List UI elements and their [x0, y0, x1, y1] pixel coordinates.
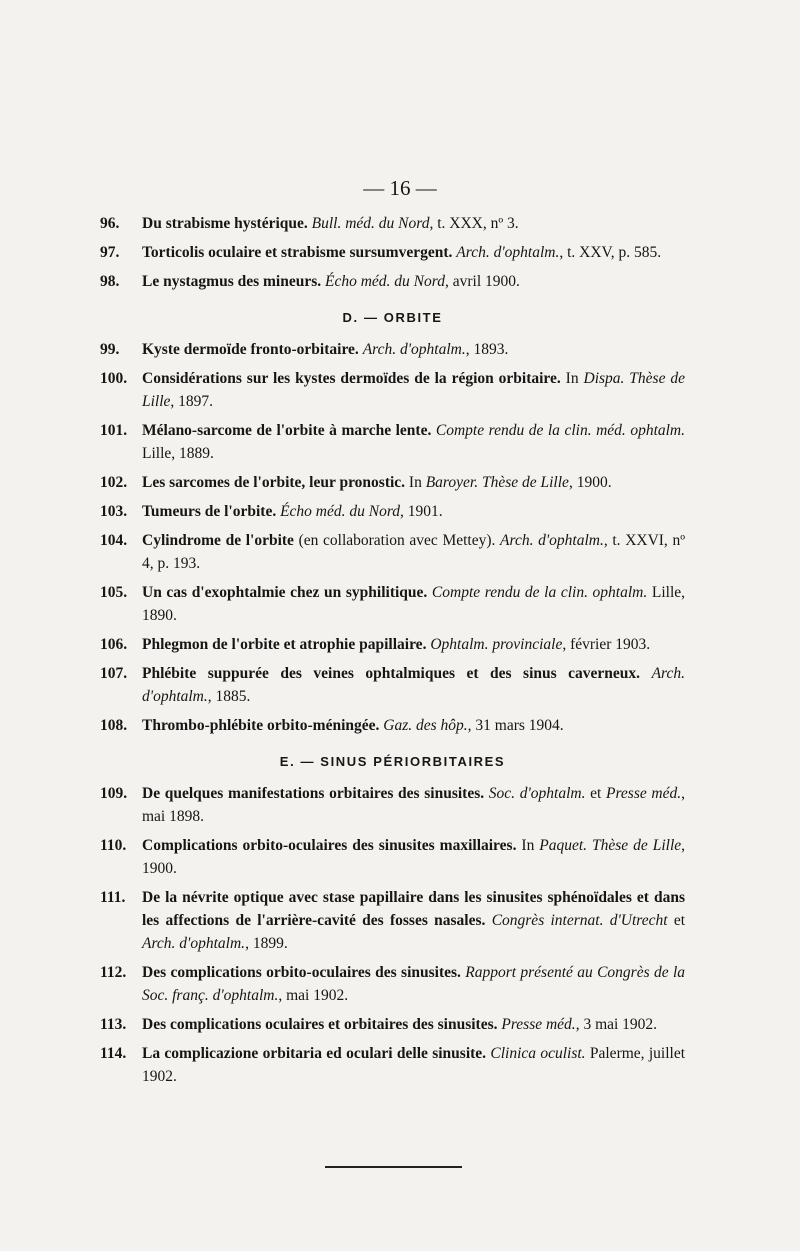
entry-text — [142, 212, 685, 235]
entry-title: Du strabisme hystérique. — [142, 215, 308, 232]
entry-detail: , t. XXV, p. 585. — [559, 244, 662, 261]
bibliography-entry — [100, 633, 685, 656]
entry-detail: In — [560, 370, 584, 387]
entry-number: 107. — [100, 665, 128, 682]
entry-text — [142, 834, 685, 880]
entry-number: 100. — [100, 370, 128, 387]
bibliography-entry — [100, 714, 685, 737]
bibliography-entry — [100, 1042, 685, 1088]
entry-source: Compte rendu de la clin. ophtalm. — [431, 584, 648, 601]
entry-title: Considérations sur les kystes dermoïdes de la région orbitaire. — [142, 370, 561, 387]
entry-source: Bull. méd. du Nord — [311, 215, 430, 232]
bibliography-entry — [100, 1013, 685, 1036]
entry-source: Presse méd. — [501, 1016, 576, 1033]
entry-detail: , 1885. — [207, 688, 251, 705]
entry-text — [142, 581, 685, 627]
entry-number: 113. — [100, 1016, 127, 1033]
bibliography-entry — [100, 782, 685, 828]
entry-detail: , mai 1902. — [278, 987, 349, 1004]
entry-number: 99. — [100, 341, 120, 358]
entry-text — [142, 886, 685, 955]
bibliography-entry — [100, 367, 685, 413]
entry-source: Paquet. Thèse de Lille — [539, 837, 682, 854]
entry-text — [142, 961, 685, 1007]
closing-rule — [325, 1166, 462, 1168]
entry-detail: , février 1903. — [562, 636, 651, 653]
entry-title: Tumeurs de l'orbite. — [142, 503, 277, 520]
entry-detail: , avril 1900. — [444, 273, 520, 290]
entry-number: 105. — [100, 584, 128, 601]
entry-text — [142, 1042, 685, 1088]
entry-number: 103. — [100, 503, 128, 520]
bibliography-entry — [100, 500, 685, 523]
section-heading: D. — ORBITE — [342, 310, 443, 325]
entry-source: Ophtalm. provinciale — [430, 636, 563, 653]
entry-title: Des complications oculaires et orbitaires des sinusites. — [142, 1016, 498, 1033]
entry-number: 97. — [100, 244, 120, 261]
entry-title: La complicazione orbitaria ed oculari delle sinusite. — [142, 1045, 487, 1062]
entry-text — [142, 367, 685, 413]
entry-source: Presse méd. — [606, 785, 682, 802]
entry-text — [142, 471, 685, 494]
entry-title: Torticolis oculaire et strabisme sursumvergent. — [142, 244, 453, 261]
entry-number: 110. — [100, 837, 127, 854]
section-heading: E. — SINUS PÉRIORBITAIRES — [279, 754, 506, 769]
entry-detail: et — [667, 912, 686, 929]
entry-detail: In — [516, 837, 540, 854]
entry-title: Phlegmon de l'orbite et atrophie papillaire. — [142, 636, 427, 653]
entry-source: Baroyer. Thèse de Lille — [425, 474, 569, 491]
entry-title: Un cas d'exophtalmie chez un syphilitique. — [142, 584, 428, 601]
entry-text — [142, 714, 685, 737]
entry-title: Cylindrome de l'orbite — [142, 532, 294, 549]
entry-detail: , 1897. — [170, 393, 214, 410]
bibliography-entry — [100, 419, 685, 465]
entry-detail: , mai 1898. — [142, 785, 685, 825]
entry-title: Complications orbito-oculaires des sinusites maxillaires. — [142, 837, 517, 854]
entry-text — [142, 241, 685, 264]
entry-detail: , 1900. — [142, 837, 685, 877]
entry-source: Clinica oculist. — [490, 1045, 586, 1062]
bibliography-entry — [100, 886, 685, 955]
bibliography-entry — [100, 529, 685, 575]
entry-title: Des complications orbito-oculaires des sinusites. — [142, 964, 461, 981]
entry-detail: Lille, 1890. — [142, 584, 686, 624]
entry-detail: , 1900. — [568, 474, 612, 491]
entry-title: Mélano-sarcome de l'orbite à marche lente. — [142, 422, 432, 439]
entry-number: 98. — [100, 273, 120, 290]
entry-text — [142, 500, 685, 523]
bibliography-entry — [100, 662, 685, 708]
entry-source: Écho méd. du Nord — [325, 273, 445, 290]
bibliography-entry — [100, 834, 685, 880]
entry-source: Arch. d'ophtalm. — [362, 341, 466, 358]
entry-number: 96. — [100, 215, 120, 232]
bibliography-entry — [100, 471, 685, 494]
entry-detail: , 31 mars 1904. — [467, 717, 564, 734]
entry-title: Phlébite suppurée des veines ophtalmiques et des sinus caverneux. — [142, 665, 641, 682]
entry-detail: , 1893. — [465, 341, 509, 358]
entry-text — [142, 419, 685, 465]
entry-detail: Lille, 1889. — [142, 445, 214, 462]
entry-source: Rapport présenté au Congrès de la Soc. franç. d'ophtalm. — [142, 964, 685, 1004]
bibliography-entry — [100, 270, 685, 293]
bibliography-entry — [100, 212, 685, 235]
entry-detail: (en collaboration avec Mettey). — [293, 532, 501, 549]
entry-number: 112. — [100, 964, 127, 981]
entry-source: Écho méd. du Nord — [280, 503, 401, 520]
entry-detail: , 1901. — [400, 503, 443, 520]
entry-source: Arch. d'ophtalm. — [142, 935, 246, 952]
entry-text — [142, 782, 685, 828]
entry-detail: Palerme, juillet 1902. — [142, 1045, 686, 1085]
entry-title: Les sarcomes de l'orbite, leur pronostic. — [142, 474, 406, 491]
entry-title: Thrombo-phlébite orbito-méningée. — [142, 717, 380, 734]
entry-title: De quelques manifestations orbitaires des sinusites. — [142, 785, 485, 802]
entry-source: Dispa. Thèse de Lille — [142, 370, 685, 410]
entry-number: 114. — [100, 1045, 127, 1062]
bibliography-entry — [100, 961, 685, 1007]
page-number: — 16 — — [363, 176, 437, 200]
bibliography-entry — [100, 581, 685, 627]
entry-detail: , t. XXVI, nº 4, p. 193. — [142, 532, 686, 572]
entry-title: Kyste dermoïde fronto-orbitaire. — [142, 341, 359, 358]
entry-text — [142, 662, 685, 708]
entry-number: 104. — [100, 532, 128, 549]
entry-text — [142, 529, 685, 575]
entry-detail: , 3 mai 1902. — [575, 1016, 658, 1033]
bibliography-entry — [100, 241, 685, 264]
entry-number: 102. — [100, 474, 128, 491]
entry-detail: , t. XXX, nº 3. — [429, 215, 519, 232]
entry-text — [142, 270, 685, 293]
entry-source: Arch. d'ophtalm. — [500, 532, 604, 549]
entry-text — [142, 1013, 685, 1036]
entry-number: 111. — [100, 889, 126, 906]
entry-source: Arch. d'ophtalm. — [142, 665, 686, 705]
entry-number: 101. — [100, 422, 128, 439]
entry-source: Congrès internat. d'Utrecht — [491, 912, 668, 929]
entry-number: 109. — [100, 785, 128, 802]
entry-text — [142, 633, 685, 656]
bibliography-list — [100, 212, 685, 1094]
entry-title: Le nystagmus des mineurs. — [142, 273, 322, 290]
entry-detail: , 1899. — [245, 935, 288, 952]
entry-source: Arch. d'ophtalm. — [456, 244, 560, 261]
entry-source: Gaz. des hôp. — [383, 717, 468, 734]
entry-source: Soc. d'ophtalm. — [488, 785, 586, 802]
entry-number: 108. — [100, 717, 128, 734]
bibliography-entry — [100, 338, 685, 361]
entry-detail: In — [405, 474, 426, 491]
entry-detail — [640, 665, 652, 682]
entry-detail: et — [585, 785, 606, 802]
entry-text — [142, 338, 685, 361]
entry-number: 106. — [100, 636, 128, 653]
entry-title: De la névrite optique avec stase papillaire dans les sinusites sphénoïdales et dans les affections de l'arrière-cavité des fosses nasales. — [142, 889, 685, 929]
entry-source: Compte rendu de la clin. méd. ophtalm. — [435, 422, 685, 439]
